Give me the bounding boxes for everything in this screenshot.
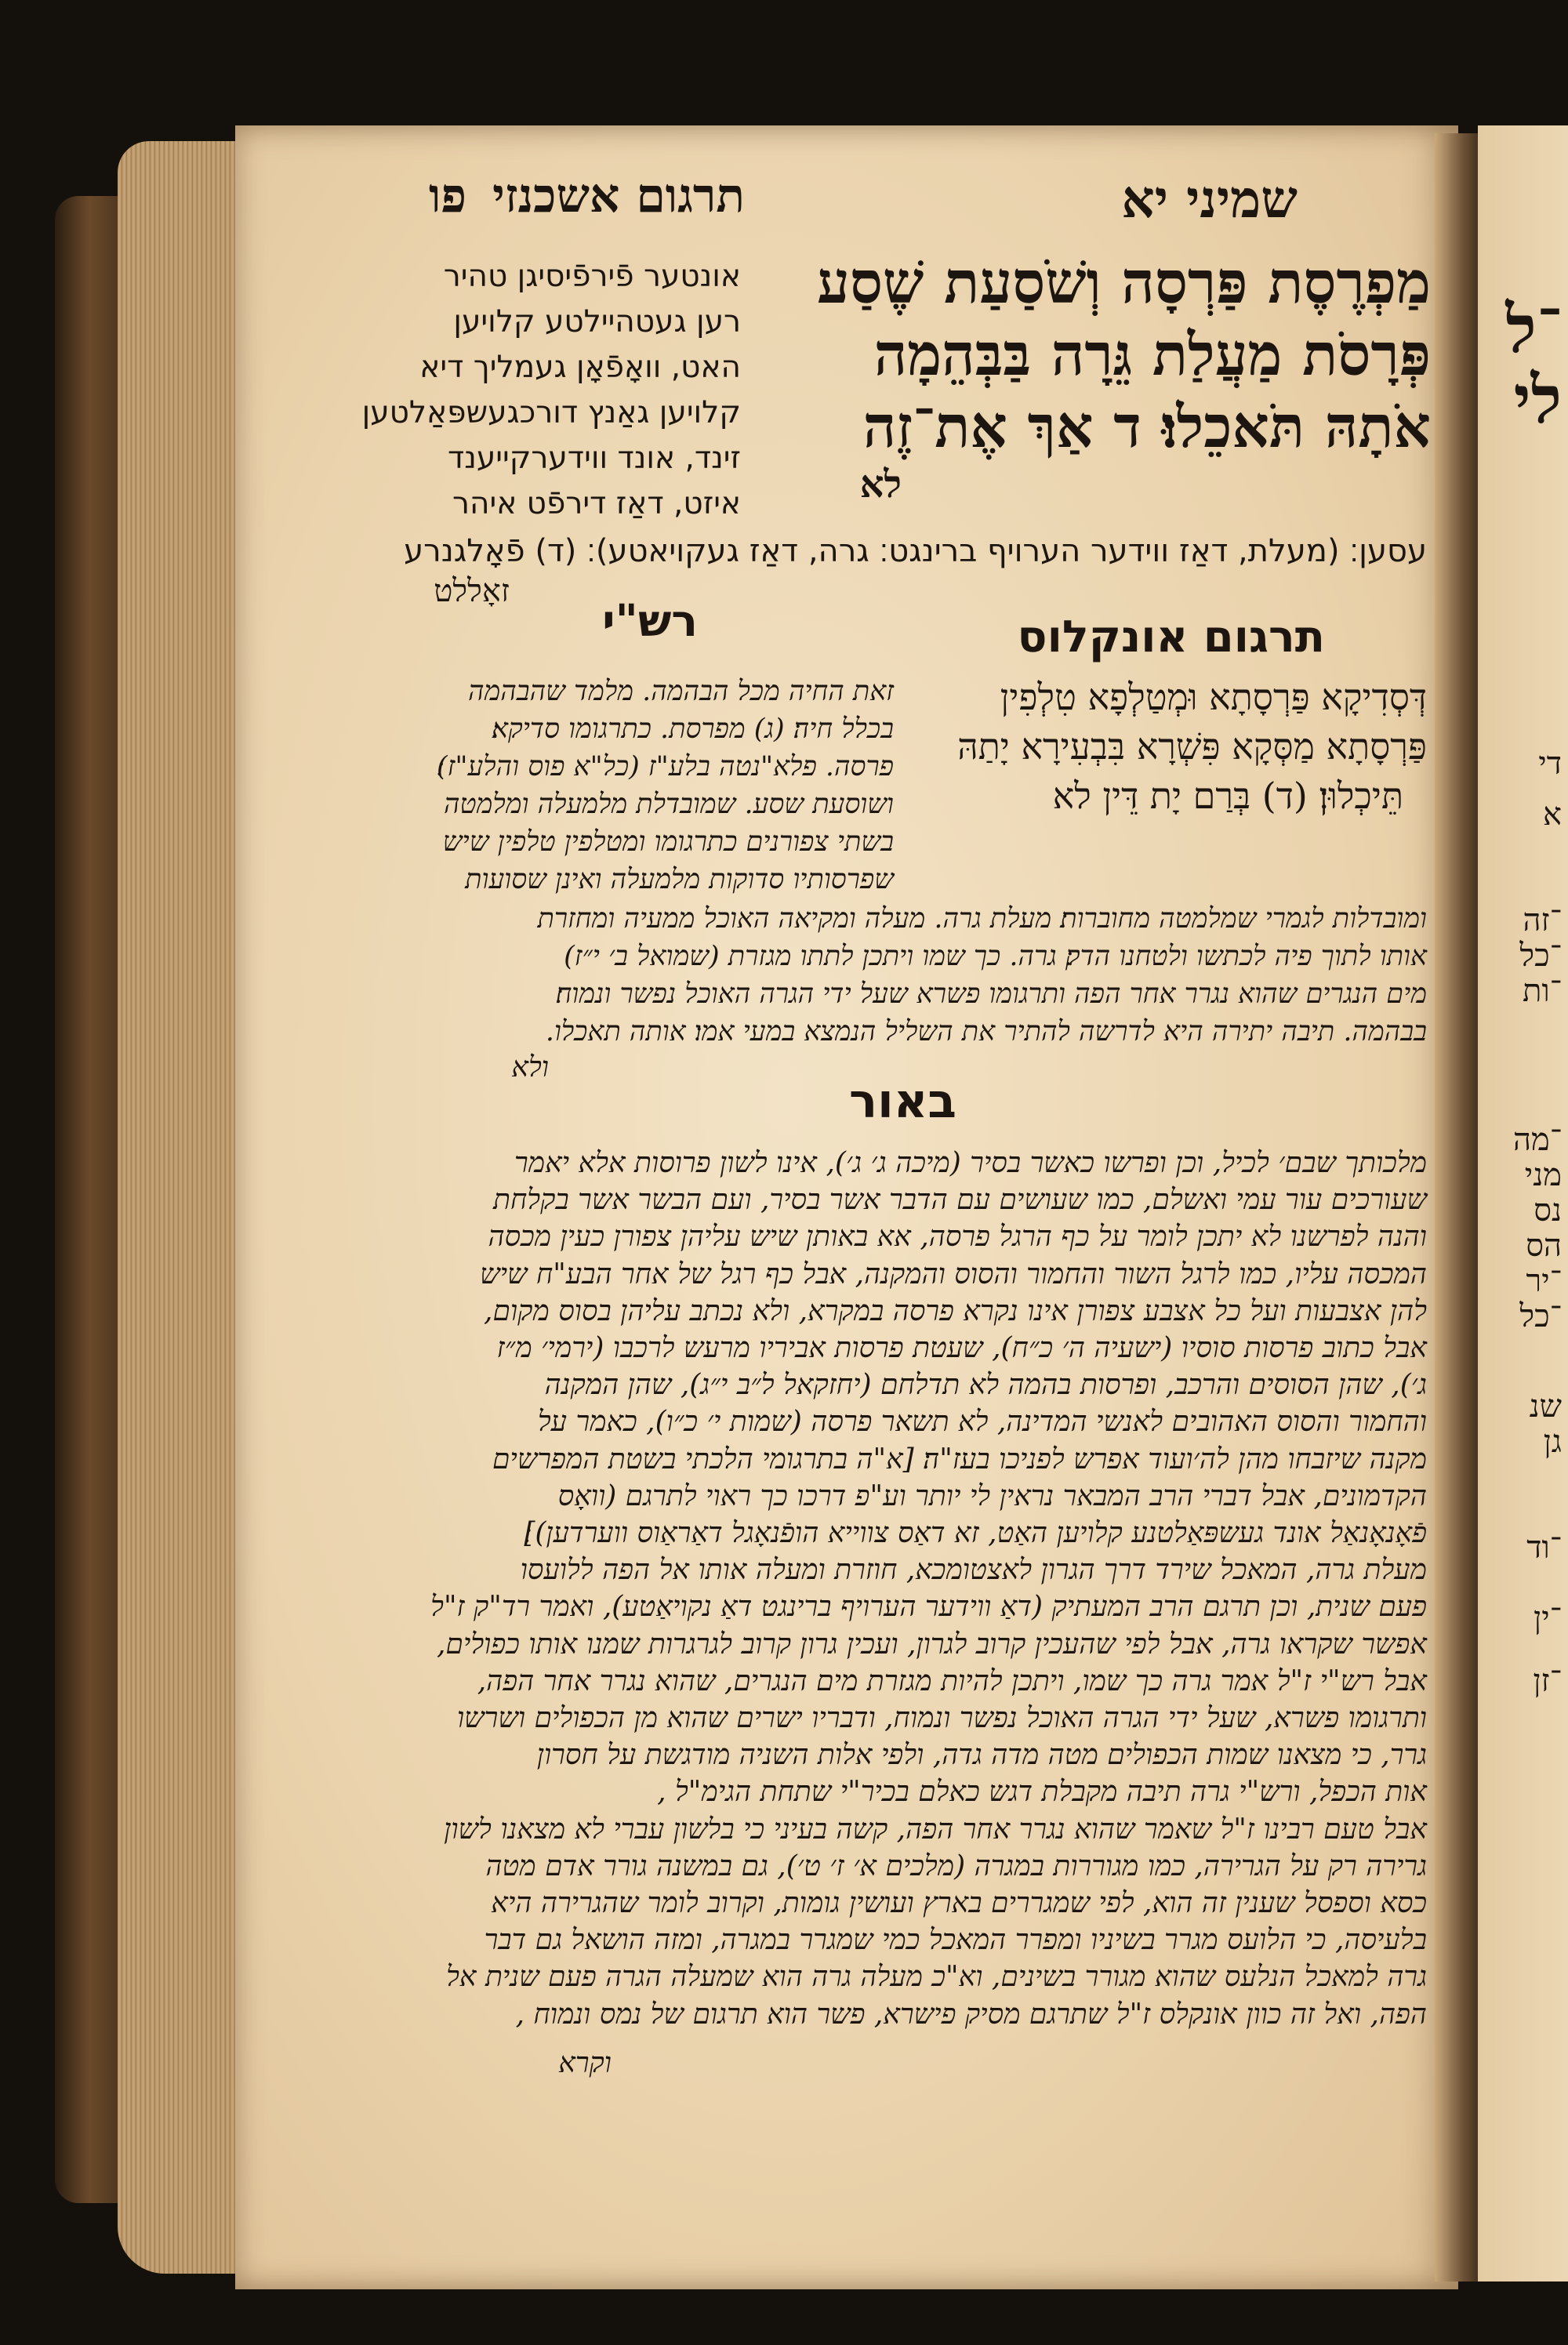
yiddish-line: האט, וואָפֿאָן געמליך דיא [419, 350, 741, 385]
biur-line: מעלת גרה, המאכל שירד דרך הגרון לאצטומכא, חוזרת ומעלה אותו אל הפה ללועסו [520, 1554, 1427, 1586]
verse-line: מַפְרֶסֶת פַּרְסָה וְשֹׁסַעַת שֶׁסַע [816, 249, 1431, 317]
rashi-line: בבהמה. תיבה יתירה היא לדרשה להתיר את השליל הנמצא במעי אמו׃ אותה תאכלו. [545, 1016, 1427, 1047]
biur-line: גרר, כי מצאנו שמות הכפולים מטה מדה גדה, ולפי אלות השניה מודגשת על חסרון [536, 1739, 1427, 1771]
biur-line: אות הכפל, ורש"י גרה תיבה מקבלת דגש כאלם בכיר"י שתחת הגימ"ל , [657, 1776, 1427, 1808]
biur-line: והחמור והסוס האהובים לאנשי המדינה, לא תשאר פרסה (שמות י׳ כ״ו), כאמר על [537, 1406, 1427, 1438]
next-page-text: ־יר [1526, 1263, 1562, 1299]
biur-line: כסא וספסל שענין זה הוא, לפי שמגררים בארץ ועושין גומות, וקרוב לומר שהגרירה היא [491, 1887, 1427, 1919]
rashi-line: בכלל חיה׃ (ג) מפרסת. כתרגומו סדיקא׃ [491, 713, 894, 745]
onkelos-title: תרגום אונקלוס [1017, 612, 1325, 662]
verse-line: אֹתָהּ תֹּאכֵלוּ׃ ד אַךְ אֶת־זֶה [862, 394, 1431, 461]
biur-line: להן אצבעות ועל כל אצבע צפורן אינו נקרא פרסה במקרא, ולא נכתב עליהן בסוס מקום, [484, 1295, 1427, 1327]
biur-line: אבל רש"י ז"ל אמר גרה כך שמו, ויתכן להיות מגזרת מים הנגרים, שהוא נגרר אחר הפה, [477, 1665, 1427, 1697]
yiddish-line: קלויען גאַנץ דורכגעשפּאַלטען [361, 395, 741, 430]
onkelos-line: פַּרְסָתָא מַסְּקָא פִּשְׁרָא בִּבְעִירָא יָתַהּ [957, 725, 1427, 768]
biur-line: פֿאָנאָנאַל אונד געשפּאַלטנע קלויען האַט, זא דאַס צווייא הופֿנאָגל דאַראַוס ווערדען)]׃ [524, 1517, 1427, 1549]
rashi-line: ושוסעת שסע. שמובדלת מלמעלה ומלמטה [443, 789, 894, 820]
biur-line: ותרגומו פשרא, שעל ידי הגרה האוכל נפשר ונמוח, ודבריו ישרים שהוא מן הכפולים ושרשו [456, 1702, 1427, 1734]
rashi-line: אותו לתוך פיה לכתשו ולטחנו הדק׃ גרה. כך שמו ויתכן לתתו מגזרת (שמואל ב׳ י״ז) [564, 941, 1427, 972]
next-page-fragment [1478, 125, 1568, 2281]
yiddish-line: אונטער פֿירפֿיסיגן טהיר [443, 259, 741, 294]
running-title: תרגום אשכנזי [492, 169, 745, 223]
biur-line: ג׳), שהן הסוסים והרכב, ופרסות בהמה לא תדלחם (יחזקאל ל״ב י״ג), שהן המקנה [544, 1369, 1427, 1401]
book-gutter [1435, 133, 1482, 2281]
next-page-text: מני [1524, 1157, 1562, 1193]
next-page-text: ־זה [1523, 902, 1562, 938]
rashi-title: רש"י [602, 596, 698, 647]
next-page-text: א [1542, 797, 1562, 833]
biur-line: המכסה עליו, כמו לרגל השור והחמור והסוס והמקנה, אבל כף רגל של אחר הבע"ח שיש [480, 1258, 1427, 1290]
next-page-text: ־ין [1534, 1600, 1562, 1636]
next-page-text: גן [1543, 1424, 1562, 1460]
biur-line: גרה למאכל הנלעס שהוא מגורר בשינים, וא"כ מעלה גרה הוא שמעלה הגרה פעם שנית אל [446, 1961, 1427, 1993]
yiddish-line: עסען׃ (מעלת, דאַז ווידער הערויף ברינגט׃ גרה, דאַז געקויאטע)׃ (ד) פֿאָלגנרע [404, 533, 1427, 569]
onkelos-line: דְּסְדִיקָא פַּרְסָתָא וּמְטַלְפָא טִלְפִין [1000, 676, 1427, 718]
biur-catchword: וקרא [558, 2047, 612, 2079]
next-page-text: ־מה [1512, 1122, 1562, 1158]
next-page-text: ־זן [1533, 1663, 1562, 1699]
yiddish-line: רען געטהיילטע קלויען [453, 304, 741, 339]
biur-title: באור [849, 1074, 956, 1129]
rashi-line: זאת החיה מכל הבהמה. מלמד שהבהמה [468, 676, 894, 707]
onkelos-line: תֵּיכְלוּן׃ (ד) בְּרַם יָת דֵּין לא [1052, 775, 1403, 817]
next-page-text: ־כל [1519, 1298, 1562, 1334]
next-page-text: לי [1513, 361, 1562, 438]
biur-line: והנה לפרשנו לא יתכן לומר על כף הרגל פרסה, אא באותן שיש עליהן צפורן כעין מכסה [488, 1221, 1427, 1253]
next-page-text: ־כל [1519, 938, 1562, 974]
rashi-line: שפרסותיו סדוקות מלמעלה ואינן שסועות [465, 864, 894, 895]
biur-line: שעורכים עור עמי ואשלם, כמו שעושים עם הדבר אשר בסיר, ועם הבשר אשר בקלחת [493, 1184, 1427, 1216]
rashi-line: בשתי צפורנים כתרגומו ומטלפין טלפין שיש [442, 826, 894, 858]
page-stack-edges [118, 141, 235, 2274]
next-page-text: ־ות [1523, 973, 1562, 1009]
biur-line: מקנה שיזבחו מהן לה׳ועוד אפרש לפניכו בעז"ה׃ [א"ה בתרגומי הלכתי בשטת המפרשים [492, 1443, 1427, 1476]
biur-line: הקדמונים, אבל דברי הרב המבאר נראין לי יותר וע"פ דרכו כך ראוי לתרגם (וואָס [557, 1480, 1427, 1512]
biur-line: הפה, ואל זה כוון אונקלס ז"ל שתרגם מסיק פישרא, פשר הוא תרגום של נמס ונמוח , [515, 1998, 1427, 2031]
rashi-line: ומובדלות לגמרי שמלמטה מחוברות׃ מעלת גרה. מעלה ומקיאה האוכל ממעיה ומחזרת [537, 903, 1427, 935]
biur-line: אפשר שקראו גרה, אבל לפי שהעכין קרוב לגרון, ועכין גרון קרוב לגרגרות שמנו אותו כפולים, [436, 1628, 1427, 1661]
biur-line: אבל טעם רבינו ז"ל שאמר שהוא נגרר אחר הפה, קשה בעיני כי בלשון עברי לא מצאנו לשון [444, 1813, 1427, 1846]
rashi-line: מים הנגרים שהוא נגרר אחר הפה ותרגומו פשרא שעל ידי הגרה האוכל נפשר ונמוח׃ [555, 978, 1427, 1010]
next-page-text: הס [1526, 1228, 1562, 1264]
biur-line: גרירה רק על הגרירה, כמו מגוררות במגרה (מלכים א׳ ז׳ ט׳), גם במשנה גורר אדם מטה [485, 1850, 1427, 1882]
next-page-text: די [1538, 746, 1562, 782]
verse-catchword: לא [859, 463, 902, 506]
next-page-text: שנ [1529, 1388, 1562, 1425]
verse-line: פְּרָסֹת מַעֲלַת גֵּרָה בַּבְּהֵמָה [873, 321, 1431, 389]
parasha-header: שמיני יא [1121, 169, 1298, 230]
biur-line: בלעיסה, כי הלועס מגרר בשיניו ומפרר המאכל כמי שמגרר במגרה, ומזה הושאל גם דבר [484, 1924, 1427, 1956]
yiddish-catchword: זאָללט [434, 573, 510, 609]
yiddish-line: איזט, דאַז דירפֿט איהר [452, 486, 741, 521]
page-number: פו [429, 169, 466, 223]
biur-line: אבל כתוב פרסות סוסיו (ישעיה ה׳ כ״ח), שעטת פרסות אביריו מרעש לרכבו (ירמי׳ מ״ז [496, 1332, 1427, 1364]
biur-line: מלכותך שבם׳ לכיל, וכן ופרשו כאשר בסיר (מיכה ג׳ ג׳), אינו לשון פרוסות אלא יאמר [514, 1147, 1427, 1179]
biur-line: פעם שנית, וכן תרגם הרב המעתיק (דאַ ווידער הערויף ברינגט דאַ נקויאַטע), ואמר רד"ק ז"ל [430, 1591, 1427, 1623]
next-page-text: ־ל [1505, 290, 1562, 368]
next-page-text: ־וד [1526, 1530, 1562, 1566]
rashi-line: פרסה. פלא"נטה בלע"ז (כל"א פוס והלע"ז)׃ [436, 751, 894, 782]
yiddish-line: זינד, אונד ווידערקייענד [447, 441, 741, 476]
next-page-text: נס [1534, 1192, 1562, 1229]
rashi-catchword: ולא [511, 1051, 549, 1084]
